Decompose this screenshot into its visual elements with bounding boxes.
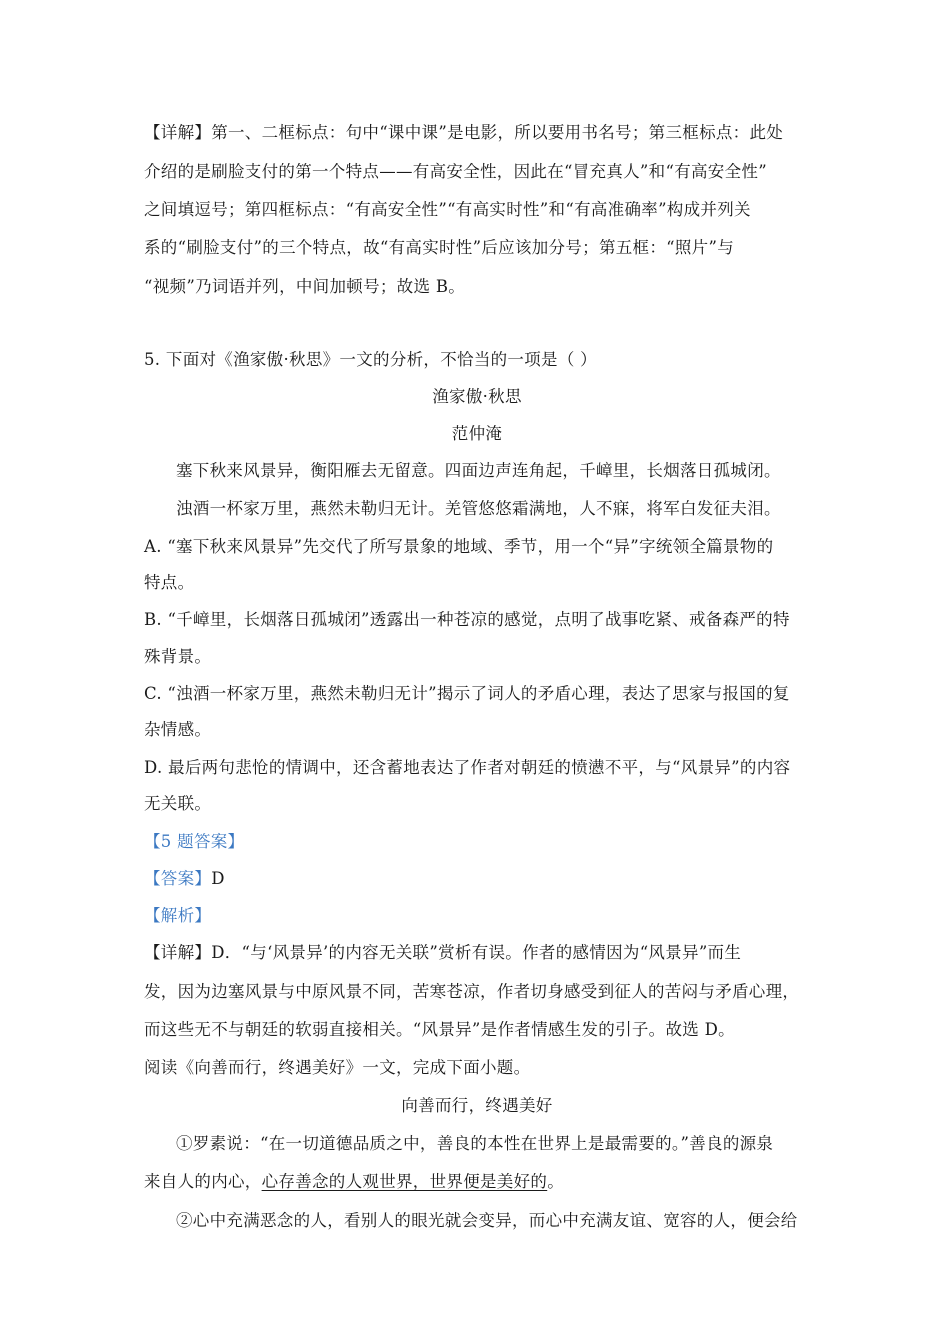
option-b-line-1: B. “千嶂里，长烟落日孤城闭”透露出一种苍凉的感觉，点明了战事吃紧、戒备森严的特 [144, 610, 790, 629]
paragraph-1-end: 。 [547, 1172, 565, 1191]
paragraph-1-line-2 [144, 1170, 810, 1194]
option-b-line-2: 殊背景。 [144, 647, 212, 666]
option-a-line-1: A. “塞下秋来风景异”先交代了所写景象的地域、季节，用一个“异”字统领全篇景物的 [144, 537, 774, 556]
q5-detail-line-3: 而这些无不与朝廷的软弱直接相关。“风景异”是作者情感生发的引子。故选 D。 [144, 1020, 735, 1039]
option-c-line-2: 杂情感。 [144, 720, 212, 739]
detail-line-5: “视频”乃词语并列，中间加顿号；故选 B。 [144, 277, 466, 296]
poem-line-2: 浊酒一杯家万里，燕然未勒归无计。羌管悠悠霜满地，人不寐，将军白发征夫泪。 [176, 499, 781, 518]
poem-author: 范仲淹 [451, 424, 503, 443]
answer-header: 【5 题答案】 [144, 832, 245, 851]
option-d-line-2: 无关联。 [144, 794, 212, 813]
paragraph-1-text: 来自人的内心， [144, 1172, 262, 1191]
question-stem: 5. 下面对《渔家傲·秋思》一文的分析，不恰当的一项是（ ） [144, 350, 597, 369]
detail-line-2: 介绍的是刷脸支付的第一个特点——有高安全性，因此在“冒充真人”和“有高安全性” [144, 162, 767, 181]
analysis-label: 【解析】 [144, 906, 212, 925]
option-c-line-1: C. “浊酒一杯家万里，燕然未勒归无计”揭示了词人的矛盾心理，表达了思家与报国的复 [144, 684, 790, 703]
answer-label: 【答案】 [144, 869, 212, 888]
answer-row [144, 867, 810, 891]
paragraph-1-line-1: ①罗素说：“在一切道德品质之中，善良的本性在世界上是最需要的。”善良的源泉 [176, 1134, 774, 1153]
detail-line-1: 【详解】第一、二框标点：句中“课中课”是电影，所以要用书名号；第三框标点：此处 [144, 123, 784, 142]
passage-title: 向善而行，终遇美好 [401, 1096, 553, 1115]
paragraph-2-line-1: ②心中充满恶念的人，看别人的眼光就会变异，而心中充满友谊、宽容的人，便会给 [176, 1211, 798, 1230]
underlined-sentence: 心存善念的人观世界，世界便是美好的 [261, 1172, 548, 1191]
option-a-line-2: 特点。 [144, 573, 195, 592]
poem-title: 渔家傲·秋思 [432, 387, 522, 406]
q5-detail-line-2: 发，因为边塞风景与中原风景不同，苦寒苍凉，作者切身感受到征人的苦闷与矛盾心理， [144, 982, 800, 1001]
answer-value: D [211, 869, 225, 888]
option-d-line-1: D. 最后两句悲怆的情调中，还含蓄地表达了作者对朝廷的愤懑不平，与“风景异”的内容 [144, 758, 791, 777]
reading-instruction: 阅读《向善而行，终遇美好》一文，完成下面小题。 [144, 1058, 531, 1077]
poem-line-1: 塞下秋来风景异，衡阳雁去无留意。四面边声连角起，千嶂里，长烟落日孤城闭。 [176, 461, 781, 480]
detail-line-4: 系的“刷脸支付”的三个特点，故“有高实时性”后应该加分号；第五框：“照片”与 [144, 238, 735, 257]
detail-line-3: 之间填逗号；第四框标点：“有高安全性”“有高实时性”和“有高准确率”构成并列关 [144, 200, 751, 219]
q5-detail-line-1: 【详解】D．“与‘风景异’的内容无关联”赏析有误。作者的感情因为“风景异”而生 [144, 943, 742, 962]
